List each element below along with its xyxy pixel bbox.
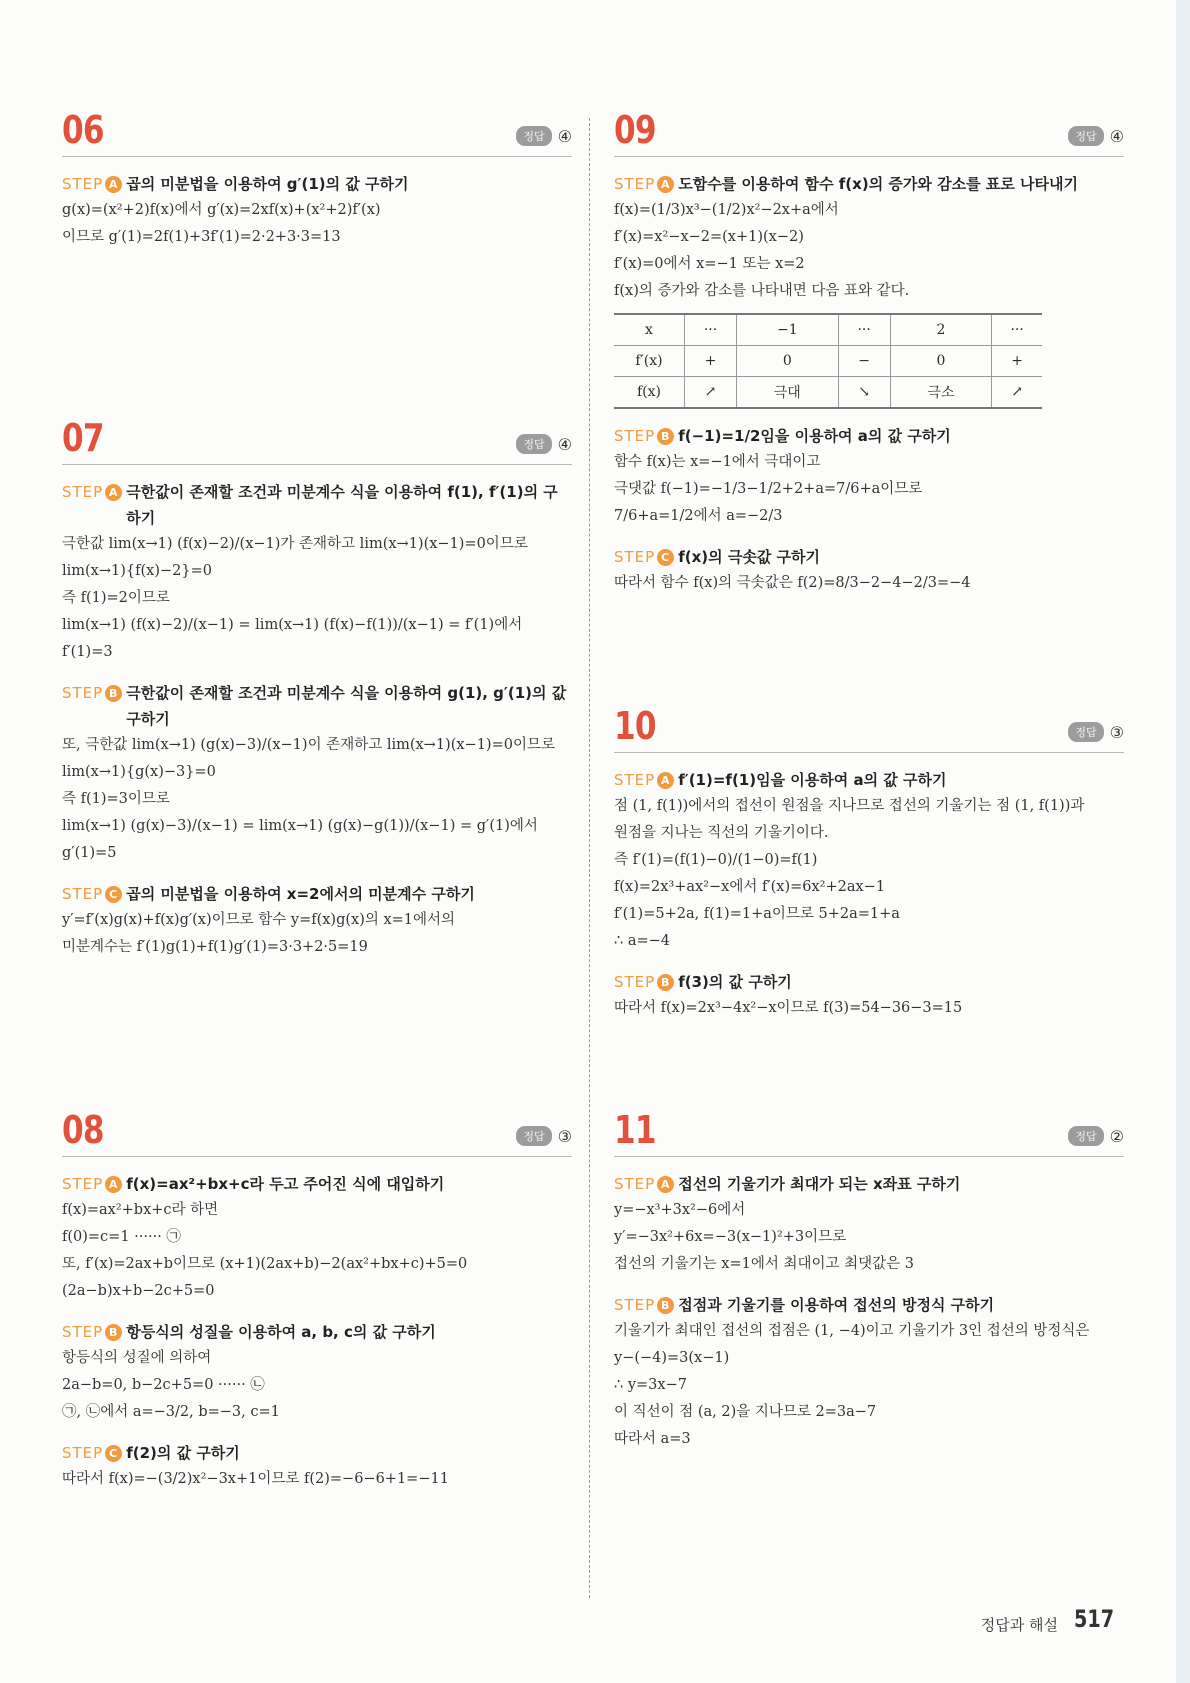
step-letter: A <box>657 1176 674 1193</box>
decreasing-arrow-icon: ↘ <box>838 377 890 409</box>
step-heading <box>614 544 1124 570</box>
solution-line: 따라서 a=3 <box>614 1431 691 1447</box>
answer <box>1068 722 1124 742</box>
step-letter: A <box>105 176 122 193</box>
table-cell: f′(x) <box>635 353 663 369</box>
solution-line: (2a−b)x+b−2c+5=0 <box>62 1283 215 1299</box>
table-cell: f(x) <box>636 384 661 400</box>
solution-line: 따라서 f(x)=−(3/2)x²−3x+1이므로 f(2)=−6−6+1=−11 <box>62 1471 449 1487</box>
step-word: STEP <box>614 427 656 445</box>
step-letter: C <box>105 1445 122 1462</box>
step-word: STEP <box>62 1323 104 1341</box>
step-word: STEP <box>614 973 656 991</box>
solution-line: 따라서 함수 f(x)의 극솟값은 f(2)=8/3−2−4−2/3=−4 <box>614 575 971 591</box>
answer <box>1068 126 1124 146</box>
answer <box>1068 1126 1124 1146</box>
step-title: 곱의 미분법을 이용하여 x=2에서의 미분계수 구하기 <box>126 885 475 903</box>
step-letter: B <box>657 974 674 991</box>
problem-number: 08 <box>62 1108 104 1152</box>
solution-line: ∴ a=−4 <box>614 933 671 949</box>
problem-08 <box>62 1108 572 1493</box>
answer-value: ③ <box>1109 722 1124 742</box>
solution-line: lim(x→1) (g(x)−3)/(x−1) = lim(x→1) (g(x)−g(1))/(x−1) = g′(1)에서 g′(1)=5 <box>62 818 538 861</box>
step-title: 도함수를 이용하여 함수 f(x)의 증가와 감소를 표로 나타내기 <box>678 175 1078 193</box>
column-divider <box>589 118 590 1598</box>
answer-badge: 정답 <box>1068 722 1103 742</box>
answer-value: ② <box>1109 1126 1124 1146</box>
step-letter: C <box>105 886 122 903</box>
table-cell: − <box>838 346 890 377</box>
step-letter: C <box>657 549 674 566</box>
step-heading <box>614 969 1124 995</box>
step-title: 항등식의 성질을 이용하여 a, b, c의 값 구하기 <box>126 1323 436 1341</box>
step-heading <box>62 1440 572 1466</box>
step-word: STEP <box>62 1175 104 1193</box>
answer <box>516 126 572 146</box>
solution-line: 미분계수는 f′(1)g(1)+f(1)g′(1)=3·3+2·5=19 <box>62 939 368 955</box>
step-heading <box>62 881 572 907</box>
table-cell: −1 <box>737 314 839 346</box>
step-title: 접선의 기울기가 최대가 되는 x좌표 구하기 <box>678 1175 961 1193</box>
sign-table <box>614 313 1042 409</box>
problem-number: 11 <box>614 1108 656 1152</box>
solution-line: 극댓값 f(−1)=−1/3−1/2+2+a=7/6+a이므로 <box>614 481 923 497</box>
solution-line: f(x)=2x³+ax²−x에서 f′(x)=6x²+2ax−1 <box>614 879 886 895</box>
answer-value: ③ <box>557 1126 572 1146</box>
step-word: STEP <box>62 1444 104 1462</box>
solution-line: ㉠, ㉡에서 a=−3/2, b=−3, c=1 <box>62 1404 280 1420</box>
table-cell: ··· <box>992 314 1042 346</box>
answer-badge: 정답 <box>1068 126 1103 146</box>
solution-line: f(x)=ax²+bx+c라 하면 <box>62 1202 219 1218</box>
table-cell: 0 <box>737 346 839 377</box>
step-letter: A <box>105 1176 122 1193</box>
problem-09 <box>614 108 1124 597</box>
solution-line: ∴ y=3x−7 <box>614 1377 687 1393</box>
problem-11 <box>614 1108 1124 1453</box>
problem-header <box>62 416 572 465</box>
problem-06 <box>62 108 572 251</box>
step-title: f(2)의 값 구하기 <box>126 1444 240 1462</box>
step-title: f(x)=ax²+bx+c라 두고 주어진 식에 대입하기 <box>126 1175 445 1193</box>
answer <box>516 1126 572 1146</box>
table-cell: ··· <box>838 314 890 346</box>
answer-badge: 정답 <box>516 434 551 454</box>
answer-badge: 정답 <box>516 1126 551 1146</box>
solution-line: 점 (1, f(1))에서의 접선이 원점을 지나므로 접선의 기울기는 점 (1, f(1))과 <box>614 798 1085 814</box>
solution-line: 즉 f(1)=3이므로 <box>62 791 170 807</box>
step-letter: B <box>105 685 122 702</box>
table-cell: 극소 <box>890 377 992 409</box>
solution-line: f(0)=c=1 ······ ㉠ <box>62 1229 181 1245</box>
table-row <box>614 314 1042 346</box>
step-letter: B <box>657 428 674 445</box>
step-letter: B <box>657 1297 674 1314</box>
solution-line: y=−x³+3x²−6에서 <box>614 1202 746 1218</box>
step-title: f(x)의 극솟값 구하기 <box>678 548 821 566</box>
table-cell: + <box>992 346 1042 377</box>
solution-line: 이 직선이 점 (a, 2)을 지나므로 2=3a−7 <box>614 1404 877 1420</box>
step-word: STEP <box>62 483 104 501</box>
solution-line: 2a−b=0, b−2c+5=0 ······ ㉡ <box>62 1377 265 1393</box>
step-heading <box>614 1292 1124 1318</box>
problem-number: 07 <box>62 416 104 460</box>
table-cell: 0 <box>890 346 992 377</box>
step-letter: A <box>105 484 122 501</box>
problem-07 <box>62 416 572 961</box>
problem-header <box>62 108 572 157</box>
problem-number: 06 <box>62 108 104 152</box>
step-word: STEP <box>614 1296 656 1314</box>
table-cell: ··· <box>685 314 737 346</box>
solution-line: lim(x→1){f(x)−2}=0 <box>62 563 212 579</box>
step-title: 곱의 미분법을 이용하여 g′(1)의 값 구하기 <box>126 175 409 193</box>
solution-line: f′(x)=0에서 x=−1 또는 x=2 <box>614 256 805 272</box>
solution-line: lim(x→1){g(x)−3}=0 <box>62 764 216 780</box>
increasing-arrow-icon: ↗ <box>685 377 737 409</box>
page-edge-strip <box>1176 0 1190 1683</box>
step-title: 접점과 기울기를 이용하여 접선의 방정식 구하기 <box>678 1296 995 1314</box>
table-row <box>614 377 1042 409</box>
increasing-arrow-icon: ↗ <box>992 377 1042 409</box>
solution-line: 이므로 g′(1)=2f(1)+3f′(1)=2·2+3·3=13 <box>62 229 341 245</box>
table-cell: x <box>645 322 653 338</box>
step-heading <box>62 1319 572 1345</box>
solution-line: 원점을 지나는 직선의 기울기이다. <box>614 825 829 841</box>
step-heading <box>62 680 572 732</box>
step-word: STEP <box>614 548 656 566</box>
solution-line: f′(1)=5+2a, f(1)=1+a이므로 5+2a=1+a <box>614 906 900 922</box>
step-title: 극한값이 존재할 조건과 미분계수 식을 이용하여 g(1), g′(1)의 값 구하기 <box>126 684 567 728</box>
step-heading <box>62 479 572 531</box>
solution-line: y′=−3x²+6x=−3(x−1)²+3이므로 <box>614 1229 847 1245</box>
step-title: 극한값이 존재할 조건과 미분계수 식을 이용하여 f(1), f′(1)의 구하기 <box>126 483 558 527</box>
problem-10 <box>614 704 1124 1022</box>
step-heading <box>614 1171 1124 1197</box>
solution-line: g(x)=(x²+2)f(x)에서 g′(x)=2xf(x)+(x²+2)f′(x) <box>62 202 381 218</box>
step-word: STEP <box>62 885 104 903</box>
solution-line: 즉 f(1)=2이므로 <box>62 590 170 606</box>
step-word: STEP <box>62 684 104 702</box>
step-heading <box>614 423 1124 449</box>
table-cell: 극대 <box>737 377 839 409</box>
answer-badge: 정답 <box>516 126 551 146</box>
answer-value: ④ <box>557 434 572 454</box>
problem-header <box>62 1108 572 1157</box>
solution-line: f(x)=(1/3)x³−(1/2)x²−2x+a에서 <box>614 202 839 218</box>
solution-line: y−(−4)=3(x−1) <box>614 1350 730 1366</box>
solution-line: 기울기가 최대인 접선의 접점은 (1, −4)이고 기울기가 3인 접선의 방정식은 <box>614 1323 1090 1339</box>
footer-label: 정답과 해설 <box>980 1616 1058 1634</box>
answer <box>516 434 572 454</box>
solution-line: 또, f′(x)=2ax+b이므로 (x+1)(2ax+b)−2(ax²+bx+c)+5=0 <box>62 1256 468 1272</box>
step-title: f(3)의 값 구하기 <box>678 973 792 991</box>
problem-header <box>614 108 1124 157</box>
step-letter: B <box>105 1324 122 1341</box>
solution-line: 함수 f(x)는 x=−1에서 극대이고 <box>614 454 821 470</box>
problem-header <box>614 704 1124 753</box>
solution-line: f(x)의 증가와 감소를 나타내면 다음 표와 같다. <box>614 283 910 299</box>
table-cell: 2 <box>890 314 992 346</box>
problem-number: 10 <box>614 704 656 748</box>
solution-line: lim(x→1) (f(x)−2)/(x−1) = lim(x→1) (f(x)−f(1))/(x−1) = f′(1)에서 f′(1)=3 <box>62 617 523 660</box>
answer-value: ④ <box>557 126 572 146</box>
step-word: STEP <box>614 771 656 789</box>
step-word: STEP <box>614 175 656 193</box>
table-row <box>614 346 1042 377</box>
step-letter: A <box>657 772 674 789</box>
step-word: STEP <box>62 175 104 193</box>
step-heading <box>614 171 1124 197</box>
solution-line: y′=f′(x)g(x)+f(x)g′(x)이므로 함수 y=f(x)g(x)의 x=1에서의 <box>62 912 456 928</box>
solution-line: 즉 f′(1)=(f(1)−0)/(1−0)=f(1) <box>614 852 818 868</box>
solution-line: 항등식의 성질에 의하여 <box>62 1350 212 1366</box>
table-cell: + <box>685 346 737 377</box>
step-word: STEP <box>614 1175 656 1193</box>
page-number: 517 <box>1073 1605 1114 1633</box>
step-heading <box>62 1171 572 1197</box>
step-letter: A <box>657 176 674 193</box>
problem-header <box>614 1108 1124 1157</box>
step-heading <box>614 767 1124 793</box>
answer-badge: 정답 <box>1068 1126 1103 1146</box>
step-title: f′(1)=f(1)임을 이용하여 a의 값 구하기 <box>678 771 947 789</box>
solution-line: 또, 극한값 lim(x→1) (g(x)−3)/(x−1)이 존재하고 lim(x→1)(x−1)=0이므로 <box>62 737 555 753</box>
solution-line: 접선의 기울기는 x=1에서 최대이고 최댓값은 3 <box>614 1256 914 1272</box>
solution-line: 7/6+a=1/2에서 a=−2/3 <box>614 508 783 524</box>
step-heading <box>62 171 572 197</box>
step-title: f(−1)=1/2임을 이용하여 a의 값 구하기 <box>678 427 951 445</box>
problem-number: 09 <box>614 108 656 152</box>
solution-line: 극한값 lim(x→1) (f(x)−2)/(x−1)가 존재하고 lim(x→1)(x−1)=0이므로 <box>62 536 528 552</box>
solution-line: f′(x)=x²−x−2=(x+1)(x−2) <box>614 229 804 245</box>
solution-line: 따라서 f(x)=2x³−4x²−x이므로 f(3)=54−36−3=15 <box>614 1000 963 1016</box>
answer-value: ④ <box>1109 126 1124 146</box>
